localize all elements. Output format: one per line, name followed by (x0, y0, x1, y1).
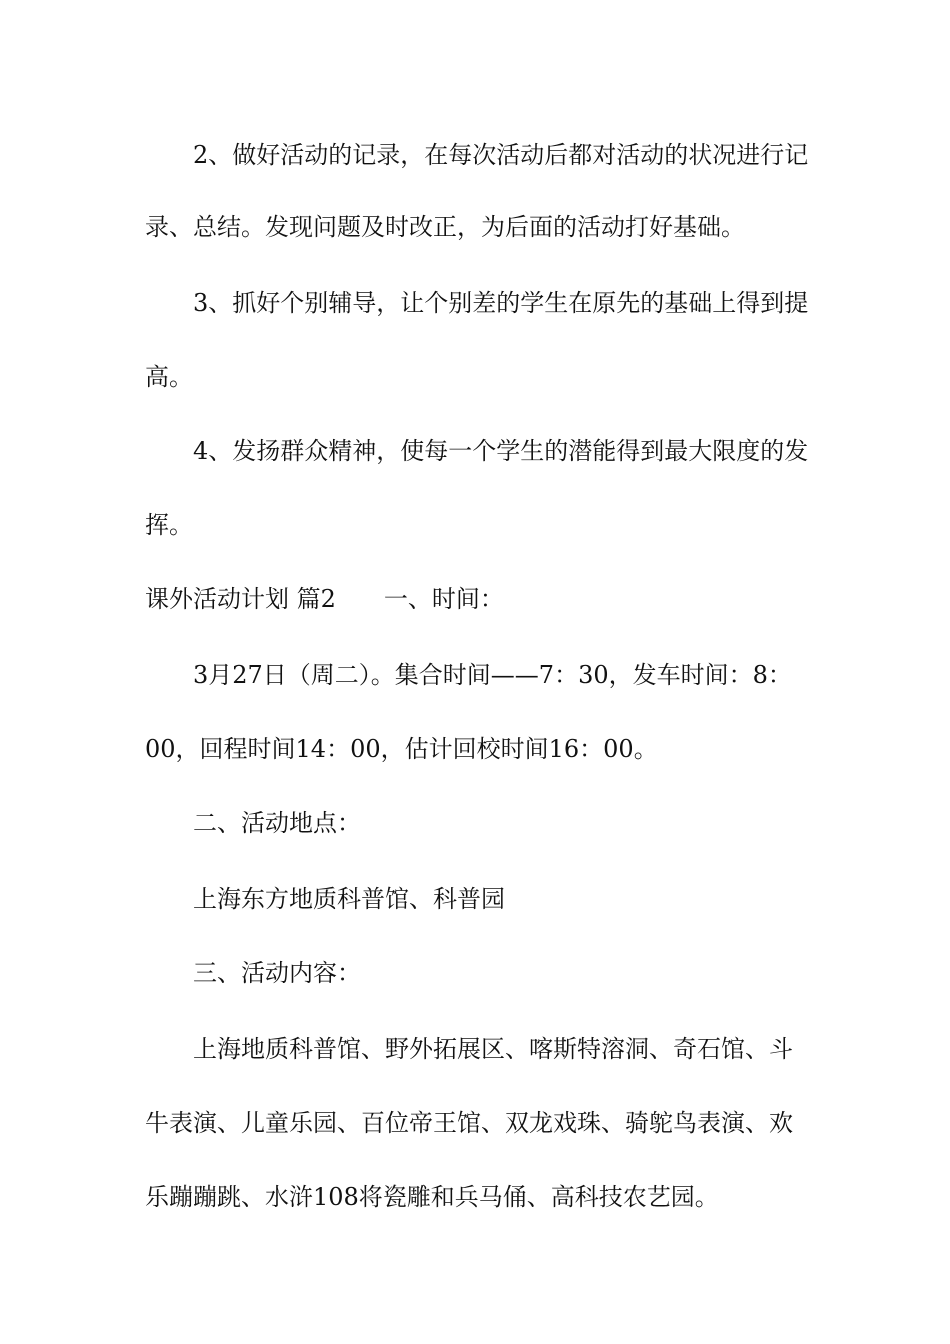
paragraph-3-line-1: 3、抓好个别辅导，让个别差的学生在原先的基础上得到提 (193, 289, 809, 317)
paragraph-3-line-2: 高。 (145, 363, 193, 391)
content-line-2: 牛表演、儿童乐园、百位帝王馆、双龙戏珠、骑鸵鸟表演、欢 (145, 1109, 793, 1137)
section-title: 课外活动计划 篇2 (145, 585, 336, 613)
time-line-2: 00，回程时间14：00，估计回校时间16：00。 (145, 735, 658, 763)
location-text: 上海东方地质科普馆、科普园 (193, 885, 505, 913)
content-line-1: 上海地质科普馆、野外拓展区、喀斯特溶洞、奇石馆、斗 (193, 1035, 793, 1063)
section-subtitle: 一、时间： (383, 585, 504, 613)
paragraph-4-line-2: 挥。 (145, 511, 193, 539)
time-line-1: 3月27日（周二）。集合时间——7：30，发车时间：8： (193, 661, 792, 689)
content-heading: 三、活动内容： (193, 959, 361, 987)
location-heading: 二、活动地点： (193, 809, 361, 837)
content-line-3: 乐蹦蹦跳、水浒108将瓷雕和兵马俑、高科技农艺园。 (145, 1183, 719, 1211)
section-heading (145, 584, 815, 614)
paragraph-2-line-1: 2、做好活动的记录，在每次活动后都对活动的状况进行记 (193, 141, 809, 169)
paragraph-2-line-2: 录、总结。发现问题及时改正，为后面的活动打好基础。 (145, 213, 745, 241)
paragraph-4-line-1: 4、发扬群众精神，使每一个学生的潜能得到最大限度的发 (193, 437, 809, 465)
